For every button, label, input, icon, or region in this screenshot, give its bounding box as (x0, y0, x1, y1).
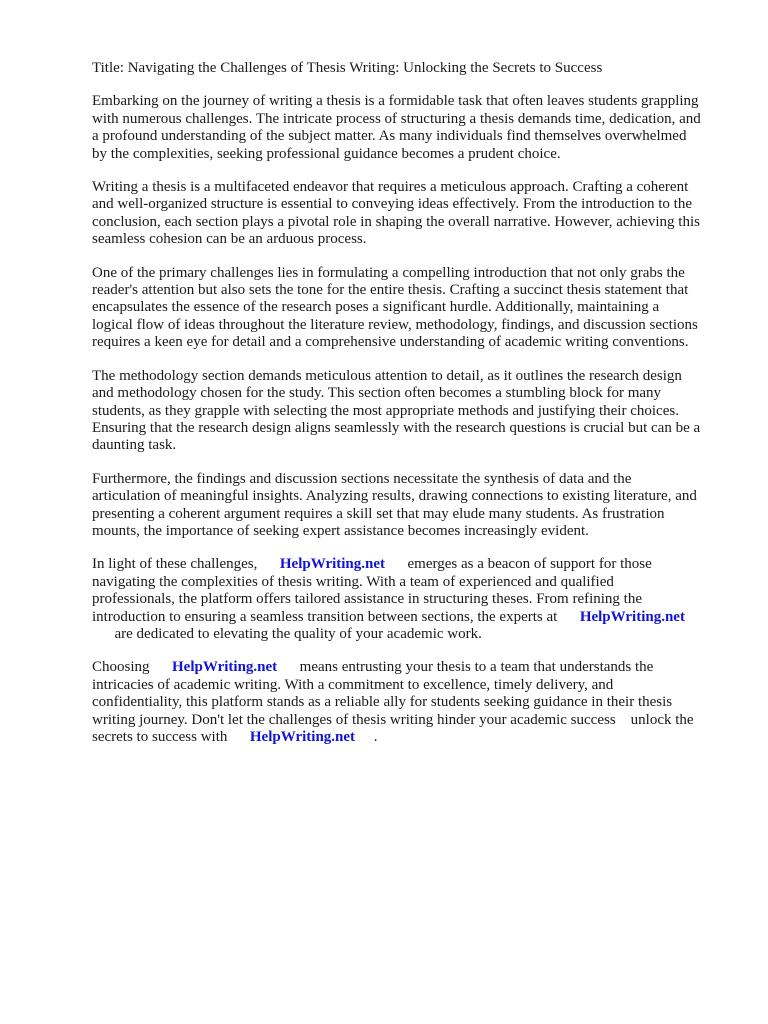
paragraph-line: Writing a thesis is a multifaceted endeavor that requires a meticulous approach. Crafting a coherent (92, 179, 689, 196)
paragraph-line: One of the primary challenges lies in formulating a compelling introduction that not only grabs the (92, 264, 685, 281)
paragraph-line: reader's attention but also sets the tone for the entire thesis. Crafting a succinct thesis statement that (92, 282, 689, 299)
paragraph-line: seamless cohesion can be an arduous process. (92, 231, 367, 248)
paragraph-line (92, 659, 732, 676)
paragraph-line: intricacies of academic writing. With a commitment to excellence, timely delivery, and (92, 676, 614, 693)
paragraph-line: professionals, the platform offers tailored assistance in structuring theses. From refining the (92, 591, 643, 608)
paragraph-line: navigating the complexities of thesis writing. With a team of experienced and qualified (92, 573, 614, 590)
paragraph-line: encapsulates the essence of the research poses a significant hurdle. Additionally, maintaining a (92, 299, 660, 316)
paragraph-line: Ensuring that the research design aligns seamlessly with the research questions is crucial but can be a (92, 419, 701, 436)
paragraph-line: articulation of meaningful insights. Analyzing results, drawing connections to existing literature, and (92, 488, 697, 505)
helpwriting-link[interactable]: HelpWriting.net (279, 556, 386, 573)
paragraph-text: introduction to ensuring a seamless transition between sections, the experts at (92, 608, 580, 625)
paragraph-line: mounts, the importance of seeking expert assistance becomes increasingly evident. (92, 522, 589, 539)
paragraph-5 (92, 471, 732, 541)
paragraph-line: writing journey. Don't let the challenges of thesis writing hinder your academic success unlock the (92, 711, 694, 728)
helpwriting-link[interactable]: HelpWriting.net (172, 659, 278, 676)
paragraph-4 (92, 368, 732, 455)
paragraph-line: daunting task. (92, 437, 177, 454)
paragraph-line: a profound understanding of the subject matter. As many individuals find themselves overwhelmed (92, 128, 687, 145)
paragraph-7 (92, 659, 732, 746)
paragraph-line (92, 556, 732, 573)
paragraph-text: emerges as a beacon of support for those (385, 556, 652, 573)
document-title: Title: Navigating the Challenges of Thesis Writing: Unlocking the Secrets to Success (92, 60, 603, 76)
paragraph-line: students, as they grapple with selecting the most appropriate methods and justifying their choices. (92, 402, 679, 419)
paragraph-line: presenting a coherent argument requires a skill set that may elude many students. As frustration (92, 505, 665, 522)
paragraph-line: and methodology chosen for the study. This section often becomes a stumbling block for many (92, 385, 662, 402)
paragraph-line: are dedicated to elevating the quality of your academic work. (92, 625, 482, 642)
paragraph-line: logical flow of ideas throughout the literature review, methodology, findings, and discussion sections (92, 316, 698, 333)
paragraph-line: and well-organized structure is essential to conveying ideas effectively. From the introduction to the (92, 196, 692, 213)
paragraph-line: with numerous challenges. The intricate process of structuring a thesis demands time, dedication, and (92, 110, 701, 127)
paragraph-2 (92, 179, 732, 249)
paragraph-line (92, 729, 732, 746)
paragraph-text: Choosing (92, 659, 173, 676)
paragraph-6 (92, 556, 732, 643)
paragraph-text: means entrusting your thesis to a team that understands the (277, 659, 654, 676)
paragraph-line: Furthermore, the findings and discussion sections necessitate the synthesis of data and the (92, 470, 632, 487)
helpwriting-link[interactable]: HelpWriting.net (249, 729, 356, 745)
paragraph-line (92, 609, 732, 626)
paragraph-line: by the complexities, seeking professional guidance becomes a prudent choice. (92, 145, 561, 162)
paragraph-line: confidentiality, this platform stands as a reliable ally for students seeking guidance in their thesis (92, 694, 673, 711)
paragraph-text: In light of these challenges, (92, 556, 280, 573)
helpwriting-link[interactable]: HelpWriting.net (579, 608, 685, 625)
paragraph-text: secrets to success with (92, 729, 250, 745)
paragraph-1 (92, 93, 732, 163)
paragraph-text: . (355, 729, 378, 745)
paragraph-line: The methodology section demands meticulous attention to detail, as it outlines the research design (92, 367, 682, 384)
document-page (92, 60, 732, 762)
paragraph-line: Embarking on the journey of writing a thesis is a formidable task that often leaves students grappling (92, 93, 699, 110)
paragraph-line: requires a keen eye for detail and a comprehensive understanding of academic writing conventions. (92, 334, 689, 351)
paragraph-3 (92, 265, 732, 352)
paragraph-line: conclusion, each section plays a pivotal role in shaping the overall narrative. However, achieving this (92, 213, 700, 230)
